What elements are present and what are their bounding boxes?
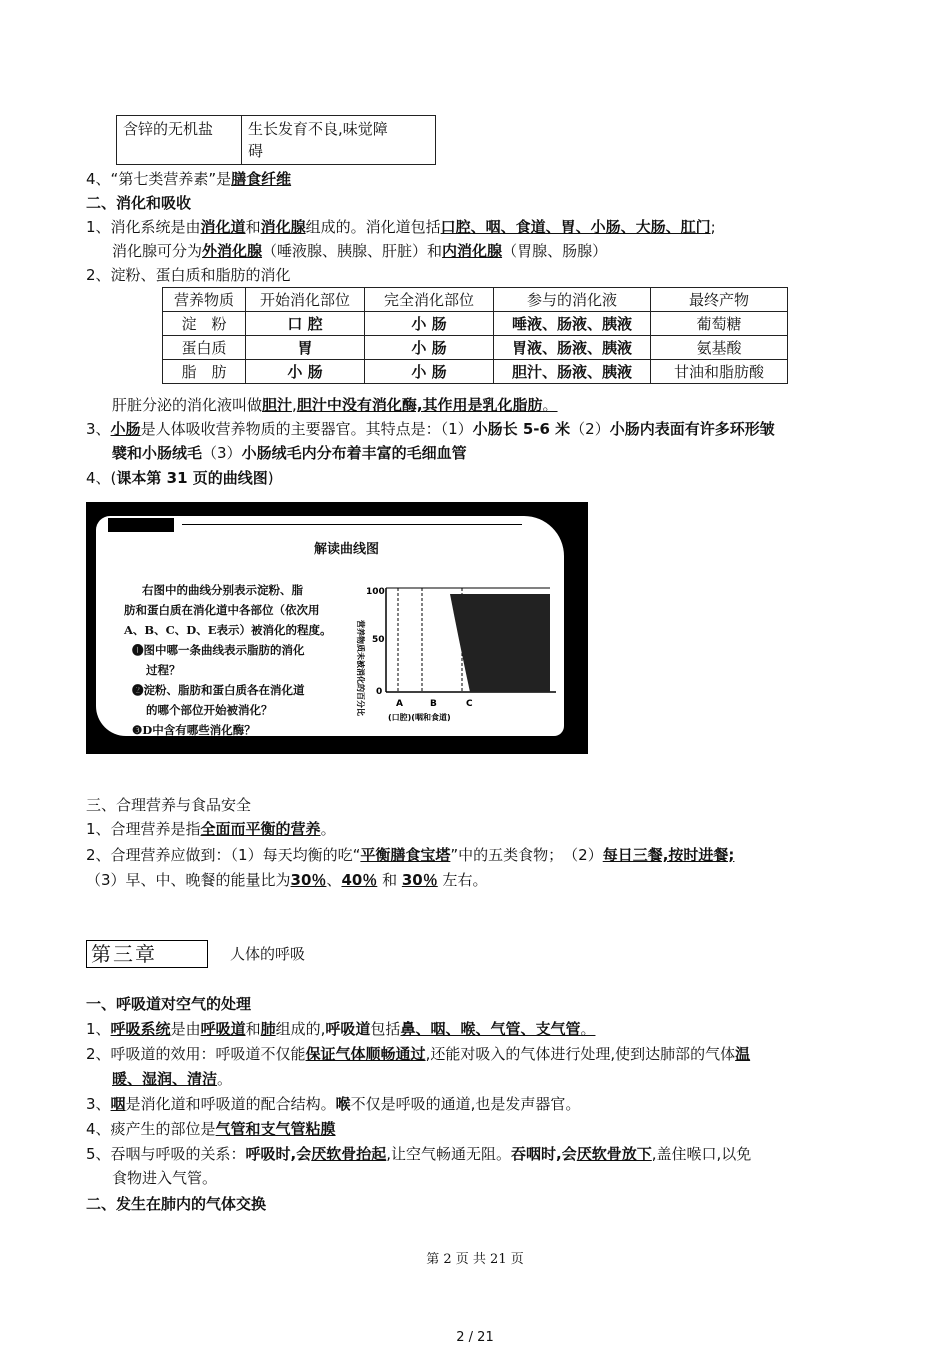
cell: 淀 粉 — [163, 312, 246, 336]
text: 3、 — [86, 1095, 111, 1113]
cell: 小 肠 — [365, 336, 494, 360]
answer: 呼吸道 — [200, 1020, 246, 1038]
digest-line-2: 2、淀粉、蛋白质和脂肪的消化 — [86, 266, 291, 284]
answer: 口腔、咽、食道、胃、小肠、大肠、肛门 — [440, 218, 711, 236]
text: （胃腺、肠腺） — [502, 242, 608, 260]
cell: 唾液、肠液、胰液 — [494, 312, 651, 336]
digest-line-3 — [86, 418, 775, 440]
text: 肝脏分泌的消化液叫做 — [112, 396, 263, 414]
table-row — [163, 360, 788, 384]
table-header-row — [163, 288, 788, 312]
text: 2、合理营养应做到：（1）每天均衡的吃“ — [86, 846, 361, 864]
resp-line-2b — [112, 1068, 232, 1090]
pdf-page-indicator: 2 / 21 — [456, 1330, 494, 1345]
col-header: 完全消化部位 — [365, 288, 494, 312]
resp-line-2 — [86, 1043, 750, 1065]
text: 。 — [580, 1020, 596, 1038]
text: 是人体吸收营养物质的主要器官。其特点是：（1） — [140, 420, 473, 438]
digest-line-4 — [86, 467, 274, 489]
resp-line-1 — [86, 1018, 595, 1040]
answer: 30％ — [401, 871, 438, 889]
heading-nutrition: 三、合理营养与食品安全 — [86, 796, 252, 814]
text: 。 — [542, 396, 558, 414]
text: 消化腺可分为 — [112, 242, 203, 260]
symptom-line-2: 碍 — [248, 142, 264, 160]
cell: 氨基酸 — [651, 336, 788, 360]
mineral-name: 含锌的无机盐 — [117, 116, 242, 165]
text: ) — [267, 469, 274, 487]
text: 组成的。消化道包括 — [305, 218, 441, 236]
answer: 保证气体顺畅通过 — [305, 1045, 426, 1063]
answer: 外消化腺 — [202, 242, 263, 260]
col-header: 参与的消化液 — [494, 288, 651, 312]
y-tick: 0 — [376, 687, 383, 697]
figure-text: ❶图中哪一条曲线表示脂肪的消化 — [132, 643, 305, 657]
x-tick: A — [396, 699, 403, 709]
text: ; — [710, 218, 716, 236]
symptom-line-1: 生长发育不良,味觉障 — [248, 120, 388, 138]
resp-line-3 — [86, 1093, 580, 1115]
answer: 襞和小肠绒毛 — [112, 444, 203, 462]
answer: 呼吸系统 — [110, 1020, 171, 1038]
cell: 小 肠 — [246, 360, 365, 384]
cell: 胆汁、肠液、胰液 — [494, 360, 651, 384]
text: 、 — [326, 871, 342, 889]
answer: 消化道 — [200, 218, 246, 236]
figure-corner-mark — [108, 518, 174, 532]
chapter-box — [86, 940, 208, 968]
text: 包括 — [370, 1020, 401, 1038]
text: ”中的五类食物； （2） — [450, 846, 603, 864]
answer: 温 — [735, 1045, 751, 1063]
chapter-number: 第三章 — [91, 942, 157, 966]
text: 3、 — [86, 420, 111, 438]
y-tick: 50 — [372, 635, 385, 645]
heading-digest: 二、消化和吸收 — [86, 194, 192, 212]
answer: 厌软骨放下 — [576, 1145, 652, 1163]
text: 是由 — [170, 1020, 201, 1038]
shaded-region — [450, 594, 550, 692]
answer: 喉 — [335, 1095, 351, 1113]
digest-line-1 — [86, 216, 716, 238]
text: 和 — [245, 218, 261, 236]
fiber-line — [86, 168, 291, 190]
answer: 胆汁中没有消化酶,其作用是乳化脂肪 — [296, 396, 543, 414]
text: ,让空气畅通无阻。 — [386, 1145, 512, 1163]
answer: 内消化腺 — [442, 242, 503, 260]
text: 左右。 — [437, 871, 488, 889]
answer: 课本第 31 页的曲线图 — [116, 469, 268, 487]
text: ,还能对吸入的气体进行处理,使到达肺部的气体 — [425, 1045, 736, 1063]
mineral-table — [116, 115, 436, 165]
nutrition-line-1 — [86, 818, 336, 840]
figure-text: ❸D中含有哪些消化酶？ — [132, 723, 256, 737]
text: 和 — [377, 871, 402, 889]
figure-title: 解读曲线图 — [314, 542, 380, 557]
figure-text: A、B、C、D、E表示）被消化的程度。 — [124, 623, 332, 637]
text: 5、吞咽与呼吸的关系： — [86, 1145, 246, 1163]
answer: 小肠绒毛内分布着丰富的毛细血管 — [241, 444, 467, 462]
nutrition-line-2 — [86, 844, 734, 866]
cell: 葡萄糖 — [651, 312, 788, 336]
text: ,盖住喉口,以免 — [651, 1145, 752, 1163]
answer: 吞咽时,会 — [511, 1145, 577, 1163]
table-row — [163, 312, 788, 336]
cell: 口 腔 — [246, 312, 365, 336]
digest-line-1b — [112, 240, 607, 262]
answer: 消化腺 — [260, 218, 306, 236]
answer: 气管和支气管粘膜 — [215, 1120, 336, 1138]
digestion-table — [162, 287, 788, 384]
digestion-curve-chart — [350, 576, 564, 736]
resp-line-5b: 食物进入气管。 — [112, 1169, 218, 1187]
answer: 咽 — [110, 1095, 126, 1113]
text: （3） — [202, 444, 242, 462]
text: （2） — [570, 420, 610, 438]
digest-line-3b — [112, 442, 467, 464]
fiber-answer: 膳食纤维 — [231, 170, 292, 188]
table-row — [163, 336, 788, 360]
figure-text: ❷淀粉、脂肪和蛋白质各在消化道 — [132, 683, 305, 697]
answer: 全面而平衡的营养 — [200, 820, 321, 838]
x-tick: B — [430, 699, 437, 709]
text: 和 — [245, 1020, 261, 1038]
mineral-symptom — [242, 116, 436, 165]
answer: 胆汁 — [262, 396, 293, 414]
cell: 胃 — [246, 336, 365, 360]
figure-card — [96, 516, 564, 736]
figure-text: 的哪个部位开始被消化？ — [146, 703, 273, 717]
bile-line — [112, 394, 558, 416]
text: （唾液腺、胰腺、肝脏）和 — [262, 242, 443, 260]
text: 。 — [217, 1070, 233, 1088]
fiber-prefix: 4、“第七类营养素”是 — [86, 170, 232, 188]
chapter-title: 人体的呼吸 — [230, 945, 306, 963]
answer: 肺 — [260, 1020, 276, 1038]
text: （3）早、中、晚餐的能量比为 — [86, 871, 291, 889]
cell: 脂 肪 — [163, 360, 246, 384]
resp-line-5 — [86, 1143, 751, 1165]
answer: 40％ — [341, 871, 378, 889]
x-tick: C — [466, 699, 473, 709]
answer: 30％ — [290, 871, 327, 889]
y-tick: 100 — [366, 587, 385, 597]
text: 4、痰产生的部位是 — [86, 1120, 216, 1138]
answer: 厌软骨抬起 — [311, 1145, 387, 1163]
answer: 平衡膳食宝塔 — [360, 846, 451, 864]
answer: 每日三餐,按时进餐; — [602, 846, 735, 864]
answer: 暖、湿润、清洁 — [112, 1070, 218, 1088]
text: 组成的, — [275, 1020, 326, 1038]
answer: 小肠长 5-6 米 — [472, 420, 571, 438]
y-axis-label: 营养物质未被消化的百分比 — [356, 620, 365, 716]
textbook-figure — [86, 502, 588, 754]
text: 不仅是呼吸的通道,也是发声器官。 — [350, 1095, 581, 1113]
figure-text: 过程？ — [146, 663, 181, 677]
x-sub-label: (口腔)(咽和食道) — [388, 713, 451, 722]
page-footer: 第 2 页 共 21 页 — [426, 1252, 524, 1267]
text: 1、合理营养是指 — [86, 820, 201, 838]
cell: 小 肠 — [365, 312, 494, 336]
answer: 呼吸时,会 — [245, 1145, 312, 1163]
figure-text: 右图中的曲线分别表示淀粉、脂 — [142, 583, 303, 597]
text: 。 — [320, 820, 336, 838]
col-header: 开始消化部位 — [246, 288, 365, 312]
cell: 小 肠 — [365, 360, 494, 384]
answer: 小肠内表面有许多环形皱 — [609, 420, 775, 438]
text: 1、消化系统是由 — [86, 218, 201, 236]
text: 4、( — [86, 469, 117, 487]
col-header: 最终产物 — [651, 288, 788, 312]
text: 2、呼吸道的效用：呼吸道不仅能 — [86, 1045, 306, 1063]
figure-text: 肪和蛋白质在消化道中各部位（依次用 — [124, 603, 320, 617]
col-header: 营养物质 — [163, 288, 246, 312]
cell: 胃液、肠液、胰液 — [494, 336, 651, 360]
resp-line-4 — [86, 1118, 336, 1140]
answer: 呼吸道 — [325, 1020, 371, 1038]
answer: 小肠 — [110, 420, 141, 438]
text: , — [292, 396, 297, 414]
text: 1、 — [86, 1020, 111, 1038]
cell: 蛋白质 — [163, 336, 246, 360]
heading-respiration: 一、呼吸道对空气的处理 — [86, 995, 252, 1013]
cell: 甘油和脂肪酸 — [651, 360, 788, 384]
text: 是消化道和呼吸道的配合结构。 — [125, 1095, 336, 1113]
figure-rule — [182, 524, 522, 525]
answer: 鼻、咽、喉、气管、支气管 — [400, 1020, 581, 1038]
nutrition-line-2b — [86, 869, 488, 891]
heading-gas-exchange: 二、发生在肺内的气体交换 — [86, 1195, 267, 1213]
table-row — [117, 116, 436, 165]
